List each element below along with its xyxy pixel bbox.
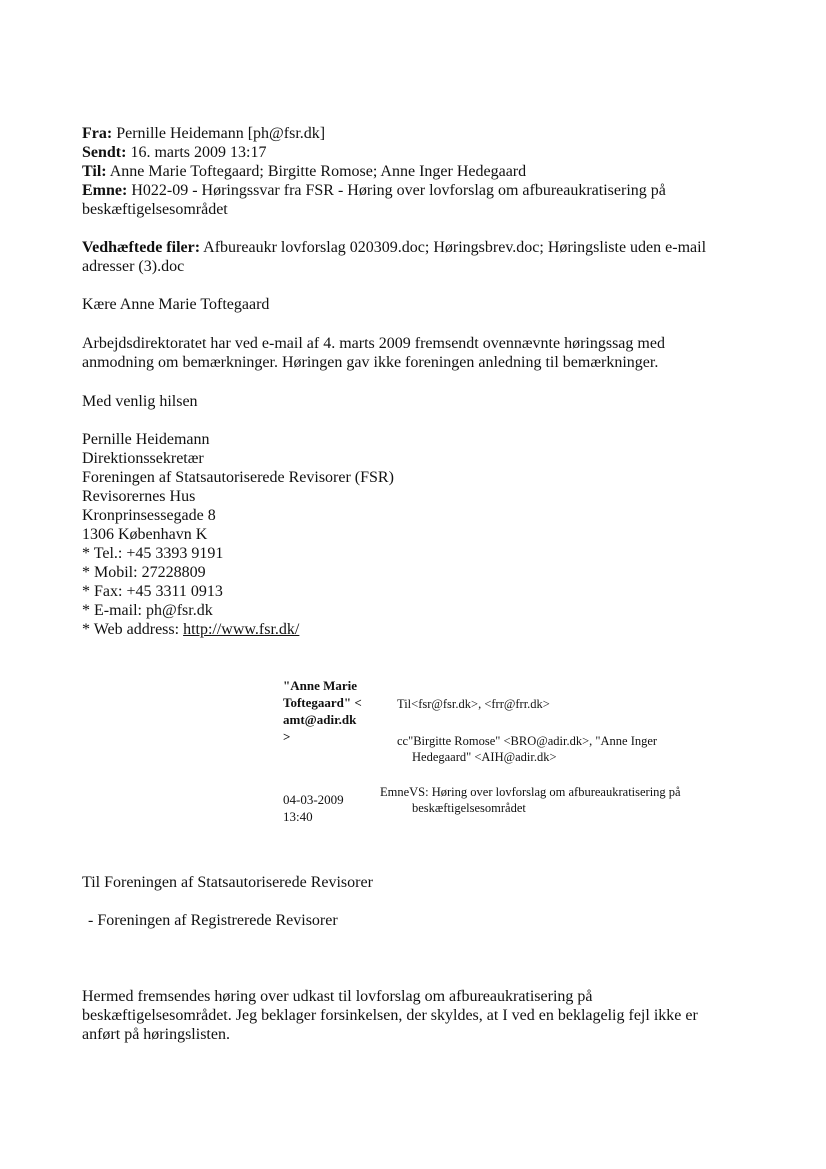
- forwarded-subject-line1: EmneVS: Høring over lovforslag om afbureaukratisering på: [380, 785, 681, 799]
- forwarded-from: "Anne Marie Toftegaard" <amt@adir.dk>: [283, 678, 362, 744]
- forwarded-subject-line2: beskæftigelsesområdet: [412, 801, 526, 815]
- forwarded-cc-line2: Hedegaard" <AIH@adir.dk>: [412, 750, 557, 764]
- signature-tel: * Tel.: +45 3393 9191: [82, 545, 224, 562]
- closing: Med venlig hilsen: [82, 393, 198, 410]
- sent-line: [82, 143, 266, 162]
- original-paragraph-line2: beskæftigelsesområdet. Jeg beklager forsinkelsen, der skyldes, at I ved en beklagelig fejl ikke er: [82, 1007, 698, 1024]
- sent-label: Sendt:: [82, 144, 127, 161]
- from-value: Pernille Heidemann [ph@fsr.dk]: [116, 125, 326, 142]
- original-paragraph-line3: anført på høringslisten.: [82, 1026, 230, 1043]
- greeting: Kære Anne Marie Toftegaard: [82, 296, 270, 313]
- to-line: [82, 162, 526, 181]
- signature-building: Revisorernes Hus: [82, 488, 196, 505]
- attachments-value-line1: Afbureaukr lovforslag 020309.doc; Høringsbrev.doc; Høringsliste uden e-mail: [203, 239, 707, 256]
- signature-street: Kronprinsessegade 8: [82, 507, 216, 524]
- body-paragraph-line2: anmodning om bemærkninger. Høringen gav ikke foreningen anledning til bemærkninger.: [82, 354, 659, 371]
- original-addressee1: Til Foreningen af Statsautoriserede Revisorer: [82, 874, 373, 891]
- from-label: Fra:: [82, 125, 113, 142]
- attachments-label: Vedhæftede filer:: [82, 239, 201, 256]
- forwarded-cc-line1: cc"Birgitte Romose" <BRO@adir.dk>, "Anne Inger: [397, 734, 658, 748]
- original-addressee2: - Foreningen af Registrerede Revisorer: [88, 912, 338, 929]
- signature-title: Direktionssekretær: [82, 450, 204, 467]
- forwarded-date: 04-03-2009 13:40: [283, 792, 344, 824]
- subject-line: [82, 181, 666, 200]
- attachments-line: [82, 238, 706, 257]
- subject-label: Emne:: [82, 182, 128, 199]
- from-line: [82, 124, 325, 143]
- forwarded-to: Til<fsr@fsr.dk>, <frr@frr.dk>: [397, 697, 550, 711]
- signature-name: Pernille Heidemann: [82, 431, 210, 448]
- signature-web-label: * Web address:: [82, 621, 184, 638]
- signature-city: 1306 København K: [82, 526, 208, 543]
- subject-value-line1: H022-09 - Høringssvar fra FSR - Høring over lovforslag om afbureaukratisering på: [131, 182, 666, 199]
- signature-fax: * Fax: +45 3311 0913: [82, 583, 223, 600]
- body-paragraph-line1: Arbejdsdirektoratet har ved e-mail af 4. marts 2009 fremsendt ovennævnte høringssag med: [82, 335, 665, 352]
- subject-value-line2: beskæftigelsesområdet: [82, 201, 228, 218]
- signature-web-link[interactable]: http://www.fsr.dk/: [183, 621, 300, 638]
- signature-web: [82, 620, 299, 639]
- original-paragraph-line1: Hermed fremsendes høring over udkast til lovforslag om afbureaukratisering på: [82, 988, 593, 1005]
- to-label: Til:: [82, 163, 107, 180]
- attachments-value-line2: adresser (3).doc: [82, 258, 185, 275]
- signature-email: * E-mail: ph@fsr.dk: [82, 602, 213, 619]
- sent-value: 16. marts 2009 13:17: [130, 144, 267, 161]
- signature-org: Foreningen af Statsautoriserede Revisorer (FSR): [82, 469, 394, 486]
- to-value: Anne Marie Toftegaard; Birgitte Romose; Anne Inger Hedegaard: [109, 163, 527, 180]
- signature-mobile: * Mobil: 27228809: [82, 564, 206, 581]
